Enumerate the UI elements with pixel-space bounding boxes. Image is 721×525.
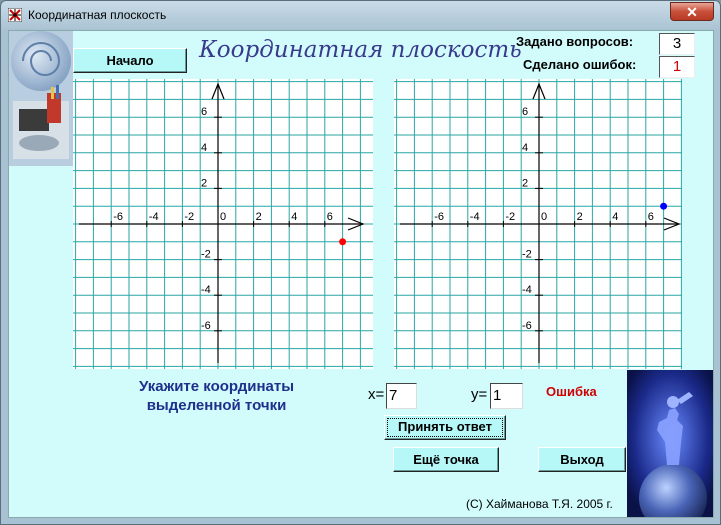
right-plot-x-tick-label: -6: [434, 211, 444, 223]
left-plot-x-tick-label: 4: [291, 211, 298, 223]
right-plot[interactable]: [394, 79, 682, 369]
right-plot-x-tick-label: 6: [647, 211, 654, 223]
title-bar[interactable]: [1, 1, 720, 29]
left-plot-y-tick-label: 4: [201, 141, 208, 154]
decorative-statue-image: [627, 370, 714, 518]
left-plot-y-tick-label: 6: [201, 106, 208, 119]
left-plot-y-tick-label: -2: [201, 248, 211, 261]
left-plot-x-tick-label: 0: [220, 211, 227, 223]
questions-label: Задано вопросов:: [516, 34, 634, 49]
errors-label: Сделано ошибок:: [523, 57, 637, 72]
instruction-text: [104, 377, 329, 415]
right-plot-x-tick-label: 4: [612, 211, 619, 223]
decorative-shell-image: [9, 31, 73, 166]
left-plot-y-tick-label: -6: [201, 319, 211, 332]
left-plot-x-tick-label: -4: [148, 211, 159, 223]
accept-answer-button[interactable]: Принять ответ: [384, 415, 506, 440]
right-plot-x-tick-label: -2: [505, 211, 516, 223]
left-plot-x-tick-label: -2: [184, 211, 195, 223]
next-point-button[interactable]: Ещё точка: [393, 447, 499, 472]
right-plot-canvas: [394, 79, 682, 369]
left-plot-y-tick-label: -4: [201, 284, 211, 297]
y-input[interactable]: 1: [490, 383, 523, 409]
left-plot-x-tick-label: -6: [113, 211, 123, 223]
exit-button[interactable]: Выход: [538, 447, 626, 472]
right-plot-y-tick-label: -2: [522, 248, 532, 261]
start-button[interactable]: Начало: [73, 48, 187, 73]
left-plot-y-tick-label: 2: [201, 177, 208, 190]
right-plot-x-tick-label: -4: [469, 211, 480, 223]
x-input[interactable]: 7: [386, 383, 417, 409]
right-plot-y-tick-label: 6: [522, 106, 529, 119]
client-area: [8, 30, 714, 518]
page-title: Координатная плоскость: [199, 37, 522, 63]
right-plot-x-tick-label: 0: [541, 211, 548, 223]
errors-count: 1: [659, 56, 695, 78]
status-message: Ошибка: [546, 384, 597, 399]
left-plot-highlight-point: [339, 238, 346, 245]
right-plot-x-tick-label: 2: [576, 211, 583, 223]
instruction-line-2: выделенной точки: [146, 397, 287, 414]
left-plot-canvas: [73, 79, 373, 369]
right-plot-y-tick-label: 4: [522, 141, 529, 154]
right-plot-y-tick-label: -4: [522, 284, 532, 297]
app-icon: [8, 8, 22, 22]
right-plot-y-tick-label: -6: [522, 319, 532, 332]
left-plot[interactable]: [73, 79, 373, 369]
close-button[interactable]: ✕: [670, 2, 714, 21]
y-label: y=: [471, 386, 488, 403]
window-title: Координатная плоскость: [28, 8, 167, 22]
right-plot-highlight-point: [660, 203, 667, 210]
x-label: x=: [368, 386, 385, 403]
questions-count: 3: [659, 33, 695, 55]
left-plot-x-tick-label: 2: [255, 211, 262, 223]
right-plot-y-tick-label: 2: [522, 177, 529, 190]
instruction-line-1: Укажите координаты: [138, 378, 295, 395]
left-plot-x-tick-label: 6: [326, 211, 333, 223]
copyright-text: (С) Хайманова Т.Я. 2005 г.: [466, 497, 613, 511]
